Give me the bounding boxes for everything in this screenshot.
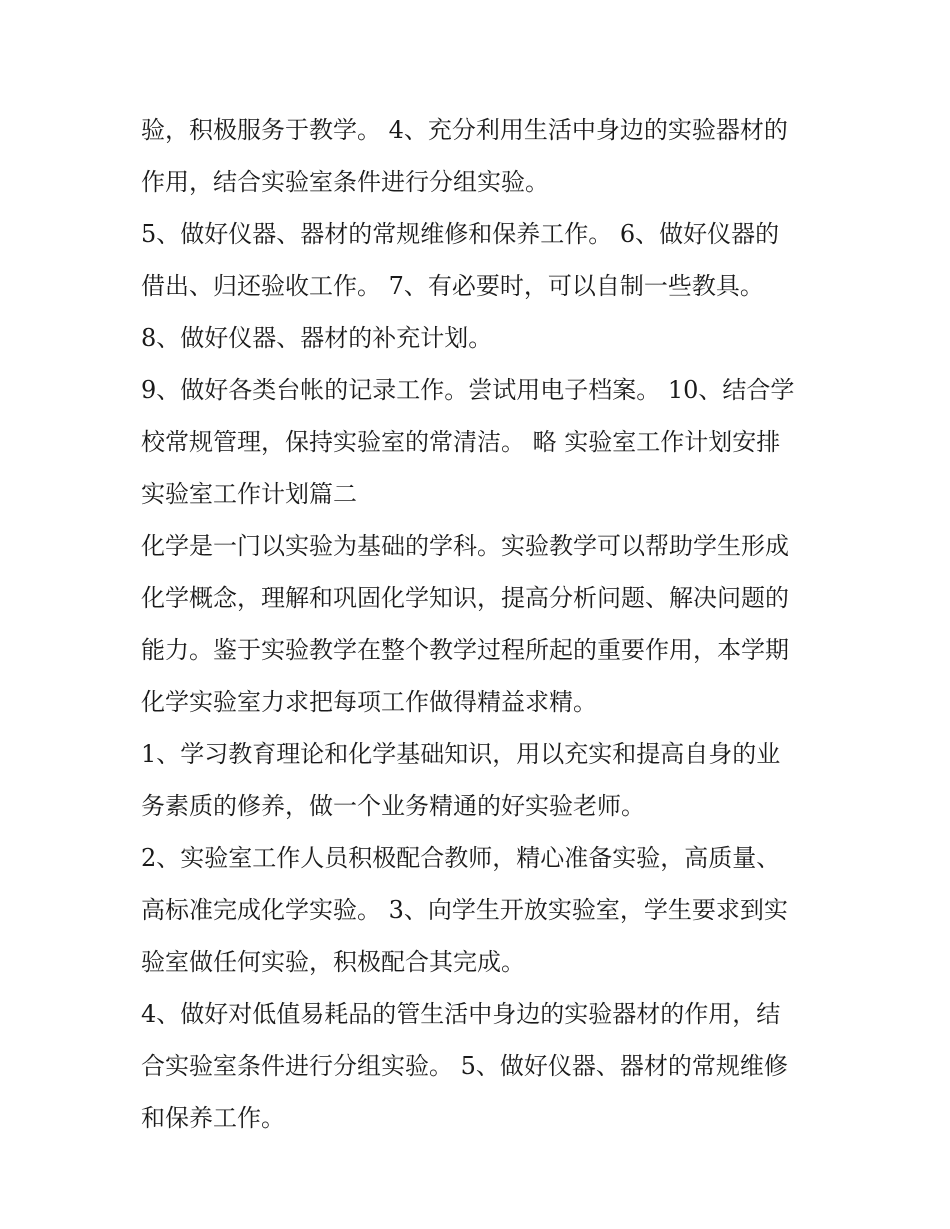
text-line: 借出、归还验收工作。 7、有必要时，可以自制一些教具。 — [141, 272, 764, 300]
text-line: 5、做好仪器、器材的常规维修和保养工作。 6、做好仪器的 — [141, 220, 780, 248]
text-line: 和保养工作。 — [141, 1104, 285, 1132]
text-line: 校常规管理，保持实验室的常清洁。 略 实验室工作计划安排 — [141, 428, 781, 456]
section-title: 实验室工作计划篇二 — [141, 480, 357, 508]
text-line: 2、实验室工作人员积极配合教师，精心准备实验，高质量、 — [141, 844, 781, 872]
text-line: 1、学习教育理论和化学基础知识，用以充实和提高自身的业 — [141, 740, 781, 768]
text-line: 9、做好各类台帐的记录工作。尝试用电子档案。 10、结合学 — [141, 376, 795, 404]
text-line: 能力。鉴于实验教学在整个教学过程所起的重要作用，本学期 — [141, 636, 789, 664]
text-line: 作用，结合实验室条件进行分组实验。 — [141, 168, 549, 196]
text-line: 合实验室条件进行分组实验。 5、做好仪器、器材的常规维修 — [141, 1052, 788, 1080]
text-line: 高标准完成化学实验。 3、向学生开放实验室，学生要求到实 — [141, 896, 788, 924]
text-line: 化学概念，理解和巩固化学知识，提高分析问题、解决问题的 — [141, 584, 789, 612]
text-line: 化学实验室力求把每项工作做得精益求精。 — [141, 688, 597, 716]
text-line: 验室做任何实验，积极配合其完成。 — [141, 948, 525, 976]
text-line: 化学是一门以实验为基础的学科。实验教学可以帮助学生形成 — [141, 532, 789, 560]
text-line: 8、做好仪器、器材的补充计划。 — [141, 324, 493, 352]
text-line: 4、做好对低值易耗品的管生活中身边的实验器材的作用，结 — [141, 1000, 781, 1028]
text-line: 务素质的修养，做一个业务精通的好实验老师。 — [141, 792, 645, 820]
document-body — [141, 104, 821, 1144]
text-line: 验，积极服务于教学。 4、充分利用生活中身边的实验器材的 — [141, 116, 788, 144]
